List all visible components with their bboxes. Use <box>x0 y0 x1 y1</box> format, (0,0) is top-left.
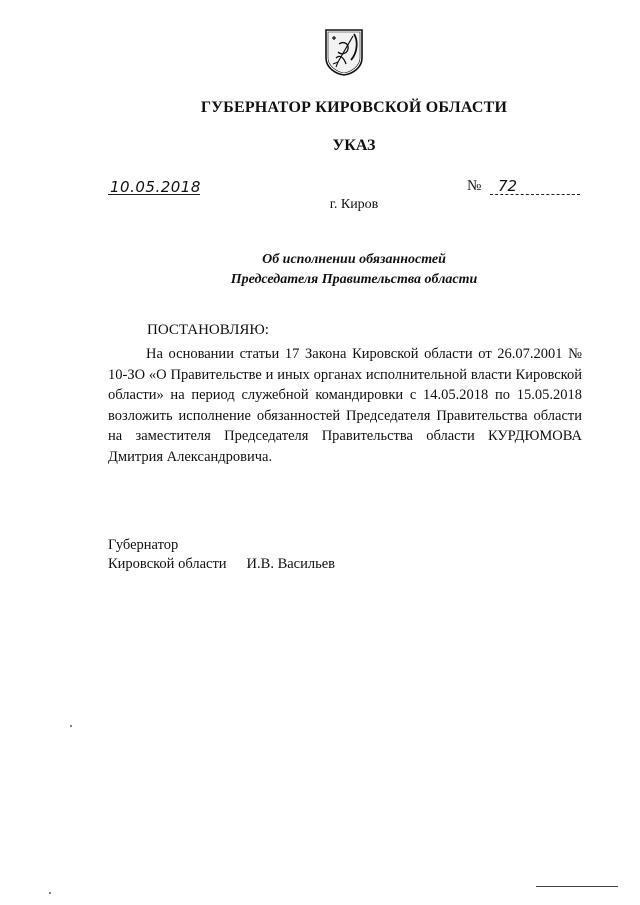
date-underline <box>108 194 200 195</box>
scan-speck <box>49 892 51 894</box>
subject-line-1: Об исполнении обязанностей <box>262 252 446 267</box>
scan-corner-line <box>536 886 618 887</box>
document-number: 72 <box>498 177 518 195</box>
body-paragraph: На основании статьи 17 Закона Кировской области от 26.07.2001 № 10-ЗО «О Правительстве и иных органах исполнительной власти Кировской области» на период служебной командировки с 14.05.2018 по 15.05.2018 возложить исполнение обязанностей Председателя Правительства области на заместителя Председателя Правительства области КУРДЮМОВА Дмитрия Александровича. <box>108 346 582 465</box>
signature-title-line-1: Губернатор <box>108 537 179 553</box>
signatory-name: И.В. Васильев <box>246 556 335 572</box>
number-sign: № <box>467 178 482 194</box>
issuing-authority: ГУБЕРНАТОР КИРОВСКОЙ ОБЛАСТИ <box>200 99 508 116</box>
document-type: УКАЗ <box>332 137 376 154</box>
signature-title-line-2 <box>108 555 335 574</box>
signature-block <box>108 536 335 574</box>
document-city: г. Киров <box>329 197 379 212</box>
scan-speck <box>70 725 72 727</box>
number-underline <box>490 194 580 195</box>
subject-line-2: Председателя Правительства области <box>230 272 478 287</box>
signature-title-region: Кировской области <box>108 556 227 572</box>
kirov-coat-of-arms-icon <box>324 28 364 76</box>
document-date: 10.05.2018 <box>110 178 201 196</box>
document-subject <box>34 250 640 290</box>
decree-word: ПОСТАНОВЛЯЮ: <box>147 322 269 338</box>
